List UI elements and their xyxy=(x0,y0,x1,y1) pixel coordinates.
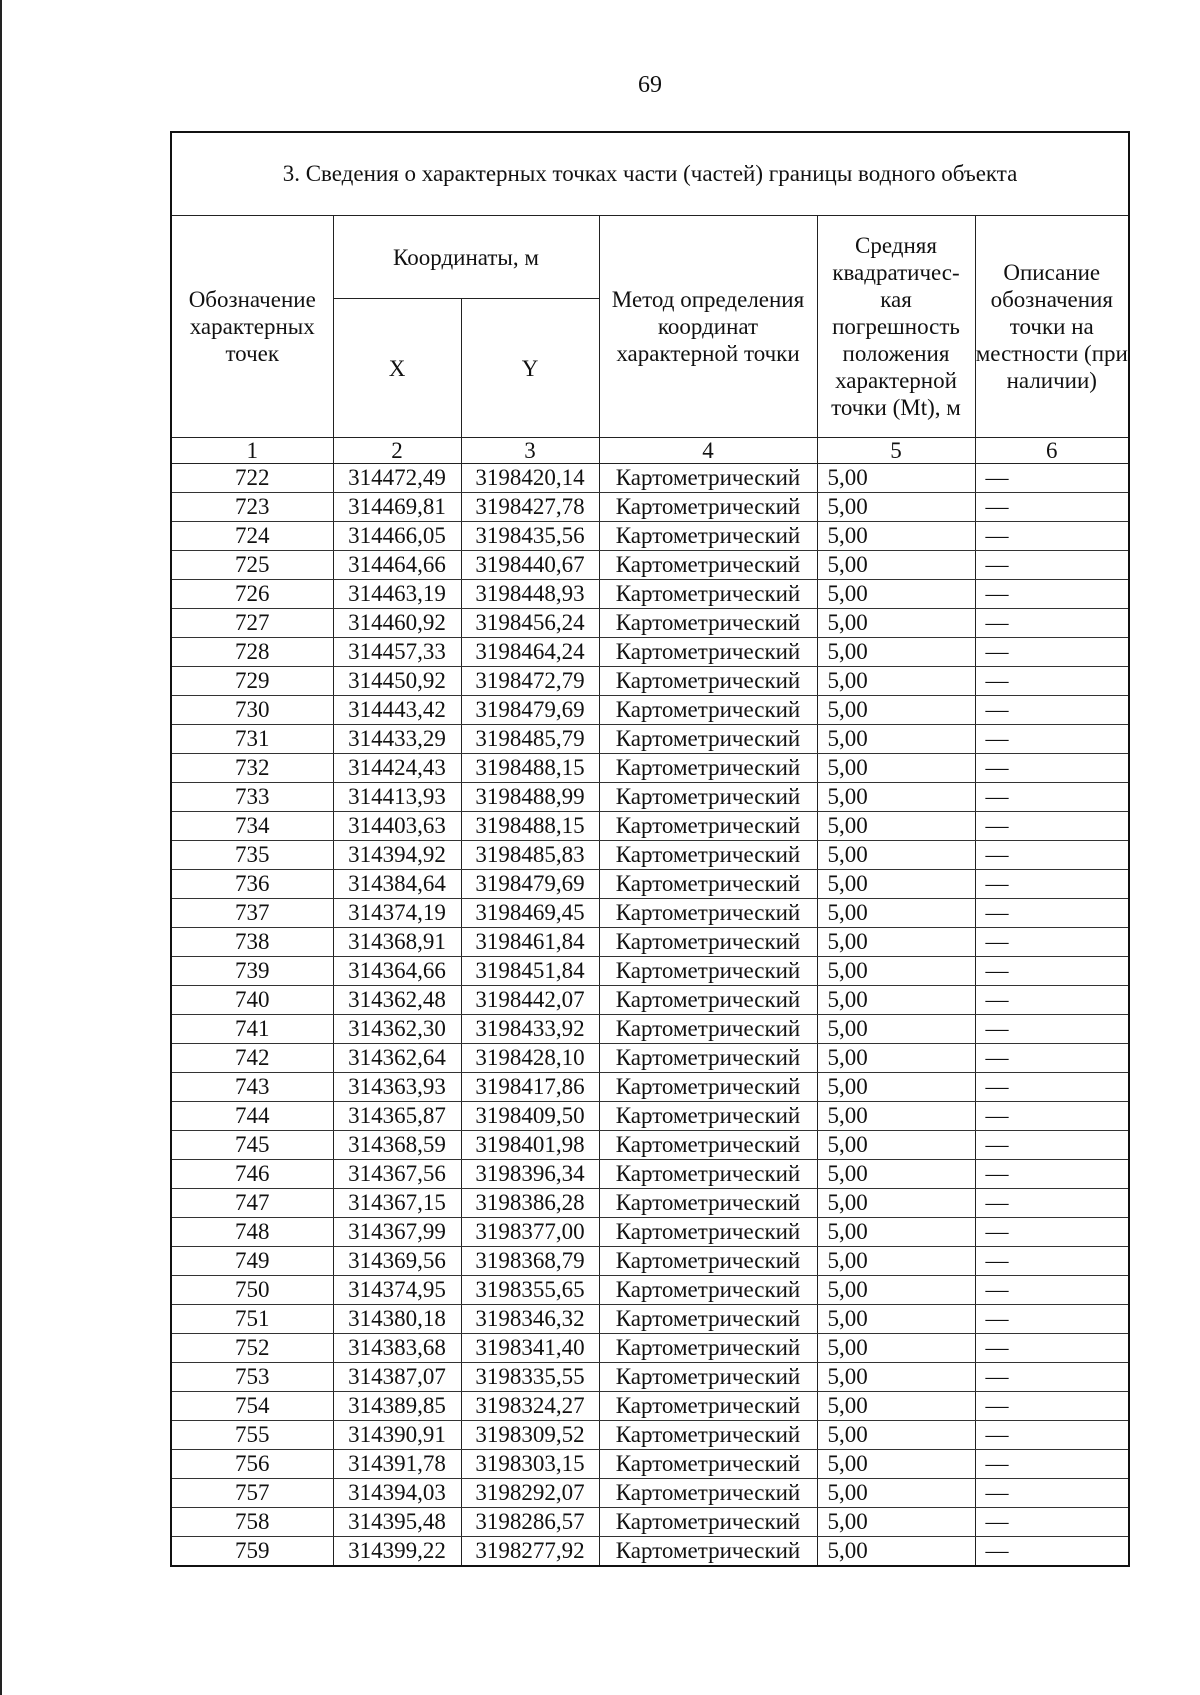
point-id-cell: 752 xyxy=(171,1334,333,1363)
point-id-cell: 724 xyxy=(171,522,333,551)
y-coordinate-cell: 3198396,34 xyxy=(461,1160,599,1189)
table-row xyxy=(171,1102,1129,1131)
method-cell: Картометрический xyxy=(599,1131,817,1160)
point-id-cell: 758 xyxy=(171,1508,333,1537)
table-row xyxy=(171,493,1129,522)
description-cell: — xyxy=(975,1305,1129,1334)
header-method: Метод определения координат характерной точки xyxy=(599,216,817,438)
description-cell: — xyxy=(975,783,1129,812)
table-row xyxy=(171,783,1129,812)
header-error: Средняя квадратичес-кая погрешность положения характерной точки (Mt), м xyxy=(817,216,975,438)
method-cell: Картометрический xyxy=(599,1160,817,1189)
point-id-cell: 745 xyxy=(171,1131,333,1160)
table-row xyxy=(171,1450,1129,1479)
y-coordinate-cell: 3198292,07 xyxy=(461,1479,599,1508)
header-y: Y xyxy=(461,299,599,438)
description-cell: — xyxy=(975,609,1129,638)
method-cell: Картометрический xyxy=(599,551,817,580)
description-cell: — xyxy=(975,493,1129,522)
table-row xyxy=(171,1479,1129,1508)
error-cell: 5,00 xyxy=(817,928,975,957)
error-cell: 5,00 xyxy=(817,1247,975,1276)
table-row xyxy=(171,1160,1129,1189)
y-coordinate-cell: 3198485,83 xyxy=(461,841,599,870)
description-cell: — xyxy=(975,1073,1129,1102)
description-cell: — xyxy=(975,1131,1129,1160)
method-cell: Картометрический xyxy=(599,638,817,667)
table-row xyxy=(171,899,1129,928)
y-coordinate-cell: 3198368,79 xyxy=(461,1247,599,1276)
table-row xyxy=(171,1305,1129,1334)
point-id-cell: 741 xyxy=(171,1015,333,1044)
description-cell: — xyxy=(975,1450,1129,1479)
description-cell: — xyxy=(975,580,1129,609)
method-cell: Картометрический xyxy=(599,1363,817,1392)
column-number: 4 xyxy=(599,438,817,464)
x-coordinate-cell: 314433,29 xyxy=(333,725,461,754)
table-row xyxy=(171,1218,1129,1247)
table-row xyxy=(171,464,1129,493)
error-cell: 5,00 xyxy=(817,754,975,783)
error-cell: 5,00 xyxy=(817,1218,975,1247)
x-coordinate-cell: 314362,30 xyxy=(333,1015,461,1044)
y-coordinate-cell: 3198488,15 xyxy=(461,754,599,783)
column-number: 2 xyxy=(333,438,461,464)
x-coordinate-cell: 314463,19 xyxy=(333,580,461,609)
x-coordinate-cell: 314367,15 xyxy=(333,1189,461,1218)
point-id-cell: 739 xyxy=(171,957,333,986)
table-row xyxy=(171,1247,1129,1276)
error-cell: 5,00 xyxy=(817,1508,975,1537)
description-cell: — xyxy=(975,638,1129,667)
method-cell: Картометрический xyxy=(599,696,817,725)
x-coordinate-cell: 314365,87 xyxy=(333,1102,461,1131)
column-number: 6 xyxy=(975,438,1129,464)
y-coordinate-cell: 3198401,98 xyxy=(461,1131,599,1160)
table-row xyxy=(171,812,1129,841)
description-cell: — xyxy=(975,928,1129,957)
point-id-cell: 744 xyxy=(171,1102,333,1131)
y-coordinate-cell: 3198440,67 xyxy=(461,551,599,580)
method-cell: Картометрический xyxy=(599,725,817,754)
page-edge-line xyxy=(0,0,2,1695)
x-coordinate-cell: 314367,56 xyxy=(333,1160,461,1189)
description-cell: — xyxy=(975,1160,1129,1189)
table-row xyxy=(171,551,1129,580)
error-cell: 5,00 xyxy=(817,609,975,638)
point-id-cell: 727 xyxy=(171,609,333,638)
table-row xyxy=(171,1131,1129,1160)
method-cell: Картометрический xyxy=(599,1073,817,1102)
error-cell: 5,00 xyxy=(817,1421,975,1450)
error-cell: 5,00 xyxy=(817,1334,975,1363)
description-cell: — xyxy=(975,899,1129,928)
table-row xyxy=(171,667,1129,696)
table-row xyxy=(171,1189,1129,1218)
point-id-cell: 756 xyxy=(171,1450,333,1479)
error-cell: 5,00 xyxy=(817,1305,975,1334)
point-id-cell: 722 xyxy=(171,464,333,493)
method-cell: Картометрический xyxy=(599,1508,817,1537)
description-cell: — xyxy=(975,522,1129,551)
method-cell: Картометрический xyxy=(599,783,817,812)
header-x: X xyxy=(333,299,461,438)
method-cell: Картометрический xyxy=(599,1218,817,1247)
method-cell: Картометрический xyxy=(599,870,817,899)
error-cell: 5,00 xyxy=(817,1537,975,1567)
point-id-cell: 728 xyxy=(171,638,333,667)
error-cell: 5,00 xyxy=(817,957,975,986)
y-coordinate-cell: 3198479,69 xyxy=(461,696,599,725)
method-cell: Картометрический xyxy=(599,899,817,928)
description-cell: — xyxy=(975,1276,1129,1305)
description-cell: — xyxy=(975,1044,1129,1073)
table-body xyxy=(171,464,1129,1567)
method-cell: Картометрический xyxy=(599,957,817,986)
point-id-cell: 757 xyxy=(171,1479,333,1508)
header-description: Описание обозначения точки на местности (при наличии) xyxy=(975,216,1129,438)
point-id-cell: 743 xyxy=(171,1073,333,1102)
method-cell: Картометрический xyxy=(599,1015,817,1044)
y-coordinate-cell: 3198377,00 xyxy=(461,1218,599,1247)
point-id-cell: 750 xyxy=(171,1276,333,1305)
table-row xyxy=(171,986,1129,1015)
error-cell: 5,00 xyxy=(817,551,975,580)
method-cell: Картометрический xyxy=(599,1189,817,1218)
y-coordinate-cell: 3198469,45 xyxy=(461,899,599,928)
method-cell: Картометрический xyxy=(599,1305,817,1334)
error-cell: 5,00 xyxy=(817,1450,975,1479)
error-cell: 5,00 xyxy=(817,870,975,899)
point-id-cell: 749 xyxy=(171,1247,333,1276)
x-coordinate-cell: 314395,48 xyxy=(333,1508,461,1537)
error-cell: 5,00 xyxy=(817,1189,975,1218)
error-cell: 5,00 xyxy=(817,1131,975,1160)
method-cell: Картометрический xyxy=(599,928,817,957)
error-cell: 5,00 xyxy=(817,522,975,551)
point-id-cell: 733 xyxy=(171,783,333,812)
x-coordinate-cell: 314384,64 xyxy=(333,870,461,899)
x-coordinate-cell: 314374,95 xyxy=(333,1276,461,1305)
y-coordinate-cell: 3198479,69 xyxy=(461,870,599,899)
description-cell: — xyxy=(975,754,1129,783)
x-coordinate-cell: 314472,49 xyxy=(333,464,461,493)
y-coordinate-cell: 3198341,40 xyxy=(461,1334,599,1363)
point-id-cell: 730 xyxy=(171,696,333,725)
y-coordinate-cell: 3198420,14 xyxy=(461,464,599,493)
page-number: 69 xyxy=(638,72,662,98)
x-coordinate-cell: 314424,43 xyxy=(333,754,461,783)
description-cell: — xyxy=(975,1015,1129,1044)
method-cell: Картометрический xyxy=(599,841,817,870)
y-coordinate-cell: 3198448,93 xyxy=(461,580,599,609)
boundary-points-table xyxy=(170,131,1130,1567)
description-cell: — xyxy=(975,812,1129,841)
y-coordinate-cell: 3198386,28 xyxy=(461,1189,599,1218)
description-cell: — xyxy=(975,1508,1129,1537)
table-row xyxy=(171,638,1129,667)
method-cell: Картометрический xyxy=(599,522,817,551)
column-numbers-row xyxy=(171,438,1129,464)
point-id-cell: 748 xyxy=(171,1218,333,1247)
table-row xyxy=(171,1334,1129,1363)
method-cell: Картометрический xyxy=(599,1537,817,1567)
description-cell: — xyxy=(975,1247,1129,1276)
method-cell: Картометрический xyxy=(599,464,817,493)
table-row xyxy=(171,1044,1129,1073)
point-id-cell: 734 xyxy=(171,812,333,841)
error-cell: 5,00 xyxy=(817,580,975,609)
method-cell: Картометрический xyxy=(599,812,817,841)
description-cell: — xyxy=(975,1218,1129,1247)
boundary-points-table-wrapper xyxy=(170,131,1128,1567)
y-coordinate-cell: 3198472,79 xyxy=(461,667,599,696)
y-coordinate-cell: 3198417,86 xyxy=(461,1073,599,1102)
x-coordinate-cell: 314369,56 xyxy=(333,1247,461,1276)
x-coordinate-cell: 314394,03 xyxy=(333,1479,461,1508)
point-id-cell: 742 xyxy=(171,1044,333,1073)
x-coordinate-cell: 314362,64 xyxy=(333,1044,461,1073)
x-coordinate-cell: 314368,59 xyxy=(333,1131,461,1160)
y-coordinate-cell: 3198428,10 xyxy=(461,1044,599,1073)
x-coordinate-cell: 314380,18 xyxy=(333,1305,461,1334)
y-coordinate-cell: 3198324,27 xyxy=(461,1392,599,1421)
header-point: Обозначение характерных точек xyxy=(171,216,333,438)
y-coordinate-cell: 3198435,56 xyxy=(461,522,599,551)
method-cell: Картометрический xyxy=(599,1334,817,1363)
error-cell: 5,00 xyxy=(817,1363,975,1392)
y-coordinate-cell: 3198442,07 xyxy=(461,986,599,1015)
x-coordinate-cell: 314466,05 xyxy=(333,522,461,551)
description-cell: — xyxy=(975,1392,1129,1421)
error-cell: 5,00 xyxy=(817,899,975,928)
y-coordinate-cell: 3198488,99 xyxy=(461,783,599,812)
x-coordinate-cell: 314450,92 xyxy=(333,667,461,696)
point-id-cell: 746 xyxy=(171,1160,333,1189)
x-coordinate-cell: 314364,66 xyxy=(333,957,461,986)
error-cell: 5,00 xyxy=(817,986,975,1015)
x-coordinate-cell: 314363,93 xyxy=(333,1073,461,1102)
description-cell: — xyxy=(975,986,1129,1015)
point-id-cell: 738 xyxy=(171,928,333,957)
table-row xyxy=(171,870,1129,899)
method-cell: Картометрический xyxy=(599,493,817,522)
error-cell: 5,00 xyxy=(817,1479,975,1508)
method-cell: Картометрический xyxy=(599,754,817,783)
table-row xyxy=(171,1537,1129,1567)
column-number: 5 xyxy=(817,438,975,464)
point-id-cell: 735 xyxy=(171,841,333,870)
method-cell: Картометрический xyxy=(599,1479,817,1508)
x-coordinate-cell: 314399,22 xyxy=(333,1537,461,1567)
description-cell: — xyxy=(975,957,1129,986)
y-coordinate-cell: 3198335,55 xyxy=(461,1363,599,1392)
point-id-cell: 753 xyxy=(171,1363,333,1392)
point-id-cell: 755 xyxy=(171,1421,333,1450)
error-cell: 5,00 xyxy=(817,1102,975,1131)
x-coordinate-cell: 314362,48 xyxy=(333,986,461,1015)
x-coordinate-cell: 314390,91 xyxy=(333,1421,461,1450)
y-coordinate-cell: 3198433,92 xyxy=(461,1015,599,1044)
table-row xyxy=(171,841,1129,870)
method-cell: Картометрический xyxy=(599,986,817,1015)
column-number: 1 xyxy=(171,438,333,464)
x-coordinate-cell: 314394,92 xyxy=(333,841,461,870)
table-row xyxy=(171,1276,1129,1305)
method-cell: Картометрический xyxy=(599,667,817,696)
x-coordinate-cell: 314464,66 xyxy=(333,551,461,580)
table-row xyxy=(171,1363,1129,1392)
description-cell: — xyxy=(975,1102,1129,1131)
table-caption: 3. Сведения о характерных точках части (частей) границы водного объекта xyxy=(171,132,1129,216)
description-cell: — xyxy=(975,667,1129,696)
x-coordinate-cell: 314391,78 xyxy=(333,1450,461,1479)
method-cell: Картометрический xyxy=(599,1102,817,1131)
method-cell: Картометрический xyxy=(599,580,817,609)
method-cell: Картометрический xyxy=(599,1247,817,1276)
error-cell: 5,00 xyxy=(817,1276,975,1305)
y-coordinate-cell: 3198286,57 xyxy=(461,1508,599,1537)
description-cell: — xyxy=(975,725,1129,754)
y-coordinate-cell: 3198456,24 xyxy=(461,609,599,638)
table-row xyxy=(171,696,1129,725)
point-id-cell: 725 xyxy=(171,551,333,580)
description-cell: — xyxy=(975,1421,1129,1450)
y-coordinate-cell: 3198309,52 xyxy=(461,1421,599,1450)
description-cell: — xyxy=(975,696,1129,725)
point-id-cell: 723 xyxy=(171,493,333,522)
method-cell: Картометрический xyxy=(599,1392,817,1421)
error-cell: 5,00 xyxy=(817,783,975,812)
error-cell: 5,00 xyxy=(817,1160,975,1189)
table-row xyxy=(171,522,1129,551)
y-coordinate-cell: 3198277,92 xyxy=(461,1537,599,1567)
x-coordinate-cell: 314403,63 xyxy=(333,812,461,841)
error-cell: 5,00 xyxy=(817,464,975,493)
point-id-cell: 759 xyxy=(171,1537,333,1567)
description-cell: — xyxy=(975,464,1129,493)
x-coordinate-cell: 314387,07 xyxy=(333,1363,461,1392)
column-number: 3 xyxy=(461,438,599,464)
point-id-cell: 737 xyxy=(171,899,333,928)
x-coordinate-cell: 314413,93 xyxy=(333,783,461,812)
point-id-cell: 740 xyxy=(171,986,333,1015)
x-coordinate-cell: 314457,33 xyxy=(333,638,461,667)
error-cell: 5,00 xyxy=(817,696,975,725)
x-coordinate-cell: 314374,19 xyxy=(333,899,461,928)
point-id-cell: 731 xyxy=(171,725,333,754)
x-coordinate-cell: 314460,92 xyxy=(333,609,461,638)
table-row xyxy=(171,1421,1129,1450)
description-cell: — xyxy=(975,870,1129,899)
table-row xyxy=(171,1508,1129,1537)
description-cell: — xyxy=(975,1189,1129,1218)
table-row xyxy=(171,1392,1129,1421)
y-coordinate-cell: 3198464,24 xyxy=(461,638,599,667)
error-cell: 5,00 xyxy=(817,1015,975,1044)
error-cell: 5,00 xyxy=(817,1073,975,1102)
point-id-cell: 729 xyxy=(171,667,333,696)
point-id-cell: 747 xyxy=(171,1189,333,1218)
description-cell: — xyxy=(975,1334,1129,1363)
table-row xyxy=(171,609,1129,638)
point-id-cell: 754 xyxy=(171,1392,333,1421)
x-coordinate-cell: 314367,99 xyxy=(333,1218,461,1247)
y-coordinate-cell: 3198485,79 xyxy=(461,725,599,754)
error-cell: 5,00 xyxy=(817,1392,975,1421)
method-cell: Картометрический xyxy=(599,1044,817,1073)
y-coordinate-cell: 3198451,84 xyxy=(461,957,599,986)
table-row xyxy=(171,957,1129,986)
method-cell: Картометрический xyxy=(599,1450,817,1479)
y-coordinate-cell: 3198355,65 xyxy=(461,1276,599,1305)
description-cell: — xyxy=(975,1363,1129,1392)
y-coordinate-cell: 3198346,32 xyxy=(461,1305,599,1334)
error-cell: 5,00 xyxy=(817,667,975,696)
table-row xyxy=(171,928,1129,957)
y-coordinate-cell: 3198303,15 xyxy=(461,1450,599,1479)
method-cell: Картометрический xyxy=(599,609,817,638)
table-row xyxy=(171,1073,1129,1102)
error-cell: 5,00 xyxy=(817,812,975,841)
description-cell: — xyxy=(975,1479,1129,1508)
error-cell: 5,00 xyxy=(817,725,975,754)
point-id-cell: 736 xyxy=(171,870,333,899)
x-coordinate-cell: 314469,81 xyxy=(333,493,461,522)
description-cell: — xyxy=(975,841,1129,870)
y-coordinate-cell: 3198409,50 xyxy=(461,1102,599,1131)
method-cell: Картометрический xyxy=(599,1276,817,1305)
table-row xyxy=(171,580,1129,609)
y-coordinate-cell: 3198488,15 xyxy=(461,812,599,841)
method-cell: Картометрический xyxy=(599,1421,817,1450)
error-cell: 5,00 xyxy=(817,1044,975,1073)
description-cell: — xyxy=(975,551,1129,580)
point-id-cell: 751 xyxy=(171,1305,333,1334)
table-row xyxy=(171,725,1129,754)
header-coords: Координаты, м xyxy=(333,216,599,299)
point-id-cell: 726 xyxy=(171,580,333,609)
error-cell: 5,00 xyxy=(817,638,975,667)
point-id-cell: 732 xyxy=(171,754,333,783)
x-coordinate-cell: 314389,85 xyxy=(333,1392,461,1421)
error-cell: 5,00 xyxy=(817,493,975,522)
table-row xyxy=(171,754,1129,783)
x-coordinate-cell: 314368,91 xyxy=(333,928,461,957)
y-coordinate-cell: 3198461,84 xyxy=(461,928,599,957)
x-coordinate-cell: 314443,42 xyxy=(333,696,461,725)
x-coordinate-cell: 314383,68 xyxy=(333,1334,461,1363)
y-coordinate-cell: 3198427,78 xyxy=(461,493,599,522)
error-cell: 5,00 xyxy=(817,841,975,870)
description-cell: — xyxy=(975,1537,1129,1567)
table-row xyxy=(171,1015,1129,1044)
